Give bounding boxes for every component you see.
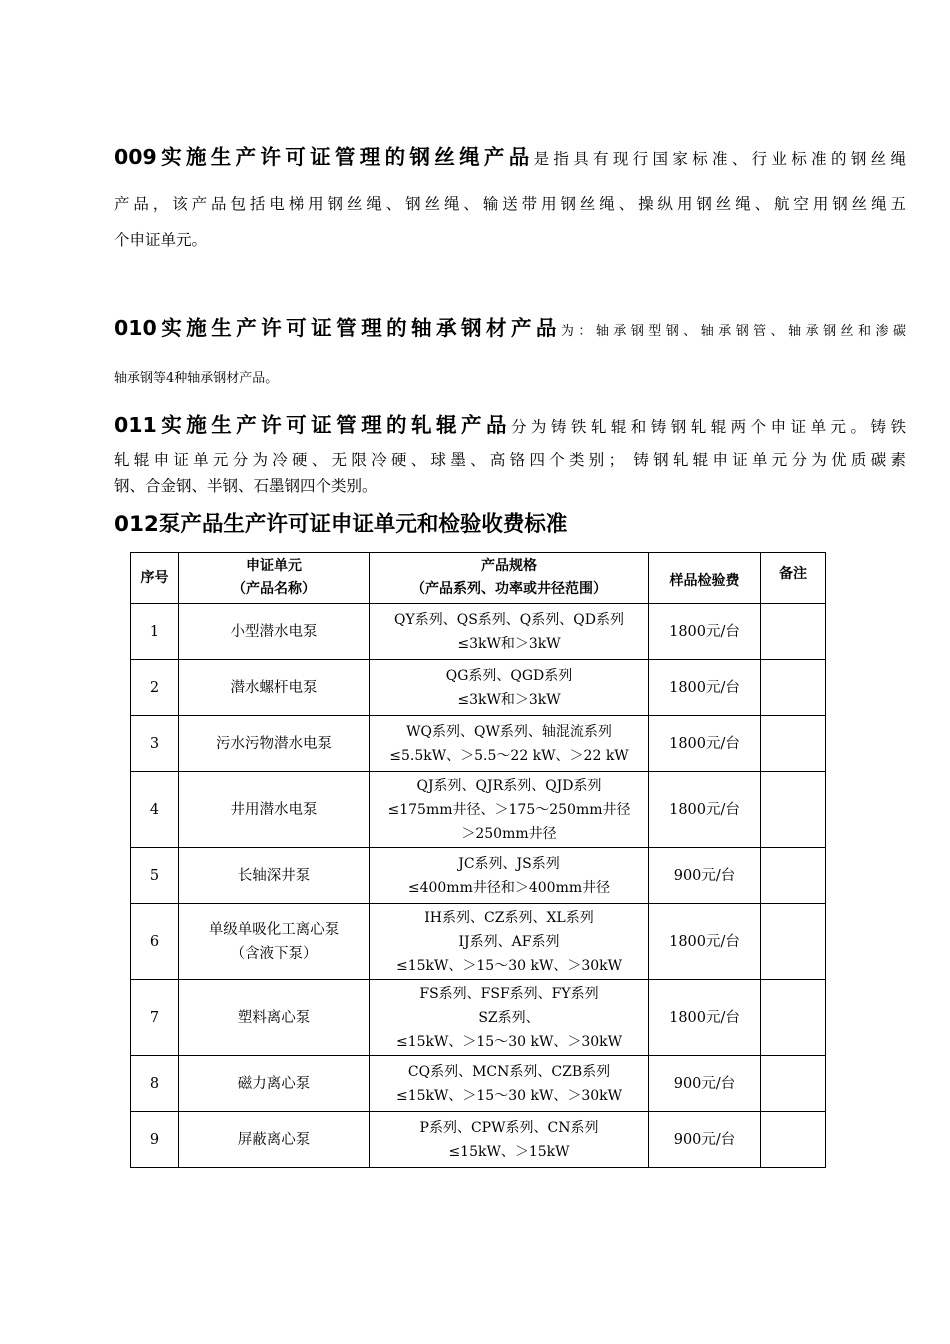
section-010-line1 [114, 311, 906, 341]
cell-product-name [179, 772, 370, 848]
section-012-heading: 012泵产品生产许可证申证单元和检验收费标准 [114, 512, 568, 537]
cell-fee: 900元/台 [649, 1056, 761, 1112]
cell-no: 5 [131, 848, 179, 904]
spec-line: ≤15kW、＞15～30 kW、＞30kW [395, 957, 623, 974]
cell-note [761, 904, 826, 980]
cell-note [761, 604, 826, 660]
table-header-row [131, 553, 826, 604]
product-name-line: 屏蔽离心泵 [237, 1131, 311, 1148]
cell-spec [370, 848, 649, 904]
cell-spec [370, 980, 649, 1056]
cell-spec [370, 772, 649, 848]
header-unit-line1: 申证单元 [246, 558, 302, 574]
spec-line: ≤400mm井径和＞400mm井径 [407, 879, 611, 896]
spec-line: QG系列、QGD系列 [445, 667, 573, 684]
spec-line: ≤5.5kW、＞5.5～22 kW、＞22 kW [389, 747, 629, 764]
cell-product-name [179, 980, 370, 1056]
cell-product-name [179, 716, 370, 772]
spec-line: IH系列、CZ系列、XL系列 [424, 909, 594, 926]
table-row [131, 848, 826, 904]
cell-no: 4 [131, 772, 179, 848]
cell-no: 9 [131, 1112, 179, 1168]
section-010-line2: 轴承钢等4种轴承钢材产品。 [114, 371, 279, 386]
cell-spec [370, 1056, 649, 1112]
cell-product-name [179, 660, 370, 716]
cell-no: 7 [131, 980, 179, 1056]
cell-fee: 1800元/台 [649, 980, 761, 1056]
cell-product-name [179, 1056, 370, 1112]
cell-no: 8 [131, 1056, 179, 1112]
cell-fee: 1800元/台 [649, 604, 761, 660]
cell-product-name [179, 904, 370, 980]
cell-spec [370, 1112, 649, 1168]
spec-line: QJ系列、QJR系列、QJD系列 [416, 777, 602, 794]
section-009-line2: 产品，该产品包括电梯用钢丝绳、钢丝绳、输送带用钢丝绳、操纵用钢丝绳、航空用钢丝绳五 [114, 195, 906, 213]
cell-note [761, 1112, 826, 1168]
product-name-line: 磁力离心泵 [237, 1075, 311, 1092]
cell-note [761, 1056, 826, 1112]
section-009-line3: 个申证单元。 [114, 231, 208, 249]
spec-line: ≤3kW和＞3kW [457, 635, 561, 652]
spec-line: ≤175mm井径、＞175～250mm井径 [387, 801, 631, 818]
section-009-text: 是指具有现行国家标准、行业标准的钢丝绳 [533, 150, 906, 168]
section-011-line3: 钢、合金钢、半钢、石墨钢四个类别。 [114, 477, 378, 495]
table-row [131, 660, 826, 716]
spec-line: FS系列、FSF系列、FY系列 [419, 985, 599, 1002]
section-011-line2: 轧辊申证单元分为冷硬、无限冷硬、球墨、高铬四个类别； 铸钢轧辊申证单元分为优质碳素 [114, 451, 906, 469]
spec-line: SZ系列、 [478, 1009, 540, 1026]
cell-spec [370, 716, 649, 772]
spec-line: ≤15kW、＞15～30 kW、＞30kW [395, 1033, 623, 1050]
cell-fee: 1800元/台 [649, 660, 761, 716]
spec-line: ≤3kW和＞3kW [457, 691, 561, 708]
cell-product-name [179, 848, 370, 904]
table-row [131, 980, 826, 1056]
fee-table [130, 552, 826, 1168]
cell-fee: 1800元/台 [649, 772, 761, 848]
spec-line: P系列、CPW系列、CN系列 [419, 1119, 599, 1136]
header-no: 序号 [131, 553, 179, 604]
product-name-line: （含液下泵） [230, 945, 318, 962]
cell-spec [370, 604, 649, 660]
product-name-line: 塑料离心泵 [237, 1009, 311, 1026]
section-009-heading: 009实施生产许可证管理的钢丝绳产品 [114, 145, 534, 169]
cell-note [761, 660, 826, 716]
section-011-heading: 011实施生产许可证管理的轧辊产品 [114, 413, 511, 437]
header-unit-line2: （产品名称） [232, 581, 316, 597]
cell-note [761, 848, 826, 904]
header-unit [179, 553, 370, 604]
cell-fee: 900元/台 [649, 1112, 761, 1168]
cell-product-name [179, 1112, 370, 1168]
spec-line: CQ系列、MCN系列、CZB系列 [407, 1063, 611, 1080]
section-009-line1 [114, 140, 906, 170]
header-spec [370, 553, 649, 604]
spec-line: ≤15kW、＞15kW [448, 1143, 570, 1160]
table-row [131, 772, 826, 848]
spec-line: QY系列、QS系列、Q系列、QD系列 [394, 611, 624, 628]
cell-no: 2 [131, 660, 179, 716]
cell-product-name [179, 604, 370, 660]
spec-line: WQ系列、QW系列、轴混流系列 [406, 723, 612, 740]
cell-fee: 1800元/台 [649, 904, 761, 980]
table-row [131, 604, 826, 660]
cell-note [761, 716, 826, 772]
spec-line: JC系列、JS系列 [458, 855, 560, 872]
product-name-line: 污水污物潜水电泵 [216, 735, 332, 752]
table-row [131, 1112, 826, 1168]
cell-fee: 1800元/台 [649, 716, 761, 772]
section-011-text: 分为铸铁轧辊和铸钢轧辊两个申证单元。铸铁 [510, 418, 906, 436]
cell-spec [370, 660, 649, 716]
header-spec-line2: （产品系列、功率或井径范围） [411, 581, 607, 597]
cell-note [761, 980, 826, 1056]
cell-no: 3 [131, 716, 179, 772]
spec-line: IJ系列、AF系列 [458, 933, 560, 950]
cell-note [761, 772, 826, 848]
header-spec-line1: 产品规格 [481, 558, 537, 574]
header-note: 备注 [761, 553, 826, 604]
product-name-line: 井用潜水电泵 [230, 801, 318, 818]
section-011-line1 [114, 408, 906, 438]
cell-no: 6 [131, 904, 179, 980]
spec-line: ＞250mm井径 [461, 825, 557, 842]
product-name-line: 单级单吸化工离心泵 [208, 921, 340, 938]
product-name-line: 潜水螺杆电泵 [230, 679, 318, 696]
spec-line: ≤15kW、＞15～30 kW、＞30kW [395, 1087, 623, 1104]
table-row [131, 904, 826, 980]
table-body [131, 604, 826, 1168]
section-010-text: 为：轴承钢型钢、轴承钢管、轴承钢丝和渗碳 [560, 324, 906, 339]
cell-no: 1 [131, 604, 179, 660]
table-row [131, 1056, 826, 1112]
cell-spec [370, 904, 649, 980]
table-row [131, 716, 826, 772]
product-name-line: 长轴深井泵 [237, 867, 311, 884]
section-010-heading: 010实施生产许可证管理的轴承钢材产品 [114, 316, 561, 340]
header-fee: 样品检验费 [649, 553, 761, 604]
product-name-line: 小型潜水电泵 [230, 623, 318, 640]
cell-fee: 900元/台 [649, 848, 761, 904]
